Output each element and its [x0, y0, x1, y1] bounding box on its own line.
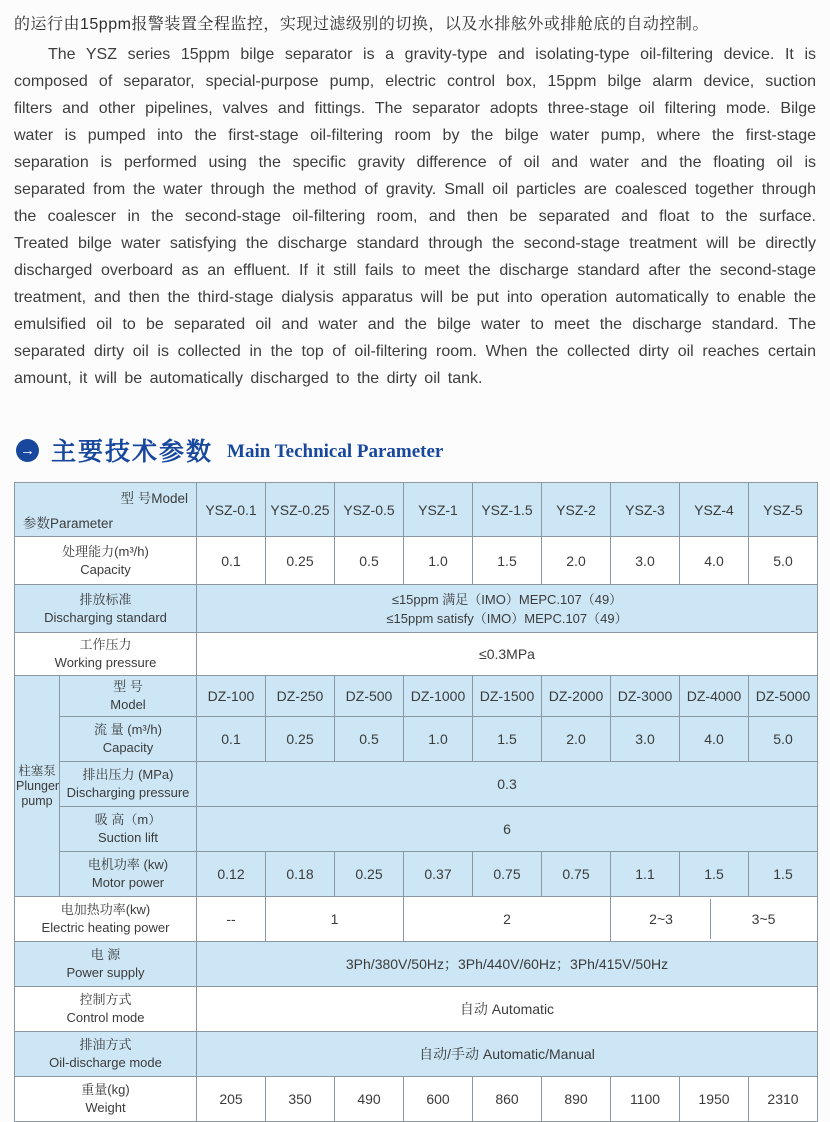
arrow-right-circle-icon: → — [16, 439, 39, 462]
motor-power-value: 1.5 — [680, 852, 749, 897]
row-label: 电 源 Power supply — [15, 942, 197, 987]
motor-power-value: 0.75 — [542, 852, 611, 897]
heating-power-split-cell — [611, 897, 818, 942]
document-page — [0, 12, 830, 1118]
working-pressure-value: ≤0.3MPa — [197, 633, 818, 676]
weight-value: 2310 — [749, 1077, 818, 1122]
capacity-value: 3.0 — [611, 537, 680, 585]
intro-line-zh: 的运行由15ppm报警装置全程监控，实现过滤级别的切换，以及水排舷外或排舱底的自动控制。 — [14, 16, 709, 33]
row-label: 排油方式 Oil-discharge mode — [15, 1032, 197, 1077]
pump-model-value: DZ-250 — [266, 676, 335, 717]
weight-value: 205 — [197, 1077, 266, 1122]
motor-power-value: 0.25 — [335, 852, 404, 897]
discharging-pressure-row — [15, 762, 818, 807]
pump-capacity-value: 1.5 — [473, 717, 542, 762]
pump-model-value: DZ-500 — [335, 676, 404, 717]
row-label: 流 量 (m³/h) Capacity — [60, 717, 197, 762]
pump-model-value: DZ-4000 — [680, 676, 749, 717]
weight-value: 1100 — [611, 1077, 680, 1122]
weight-row — [15, 1077, 818, 1122]
control-mode-row — [15, 987, 818, 1032]
row-label: 排出压力 (MPa) Discharging pressure — [60, 762, 197, 807]
motor-power-value: 1.1 — [611, 852, 680, 897]
corner-model-label: 型 号Model — [120, 491, 188, 506]
row-label: 电机功率 (kw) Motor power — [60, 852, 197, 897]
capacity-value: 1.5 — [473, 537, 542, 585]
model-header: YSZ-0.1 — [197, 483, 266, 537]
model-header: YSZ-0.5 — [335, 483, 404, 537]
pump-model-value: DZ-100 — [197, 676, 266, 717]
capacity-value: 4.0 — [680, 537, 749, 585]
model-header: YSZ-1.5 — [473, 483, 542, 537]
power-supply-value: 3Ph/380V/50Hz；3Ph/440V/60Hz；3Ph/415V/50Hz — [197, 942, 818, 987]
pump-capacity-value: 2.0 — [542, 717, 611, 762]
row-label: 电加热功率(kw) Electric heating power — [15, 897, 197, 942]
weight-value: 1950 — [680, 1077, 749, 1122]
row-label: 排放标准 Discharging standard — [15, 585, 197, 633]
motor-power-row — [15, 852, 818, 897]
heating-power-value: 2~3 — [649, 911, 673, 927]
pump-capacity-row — [15, 717, 818, 762]
pump-model-value: DZ-5000 — [749, 676, 818, 717]
model-header: YSZ-5 — [749, 483, 818, 537]
capacity-value: 0.25 — [266, 537, 335, 585]
suction-lift-row — [15, 807, 818, 852]
model-header: YSZ-3 — [611, 483, 680, 537]
pump-capacity-value: 0.1 — [197, 717, 266, 762]
discharging-pressure-value: 0.3 — [197, 762, 818, 807]
model-header: YSZ-1 — [404, 483, 473, 537]
row-label: 吸 高（m） Suction lift — [60, 807, 197, 852]
pump-model-value: DZ-3000 — [611, 676, 680, 717]
section-title-zh: 主要技术参数 — [51, 438, 214, 466]
pump-model-value: DZ-2000 — [542, 676, 611, 717]
table-header-row — [15, 483, 818, 537]
capacity-value: 0.5 — [335, 537, 404, 585]
oil-discharge-row — [15, 1032, 818, 1077]
motor-power-value: 0.12 — [197, 852, 266, 897]
pump-capacity-value: 5.0 — [749, 717, 818, 762]
row-label: 控制方式 Control mode — [15, 987, 197, 1032]
capacity-value: 2.0 — [542, 537, 611, 585]
weight-value: 600 — [404, 1077, 473, 1122]
pump-capacity-value: 1.0 — [404, 717, 473, 762]
plunger-pump-group-label: 柱塞泵 Plunger pump — [15, 676, 60, 897]
corner-diagonal-cell — [15, 483, 197, 537]
heating-power-value: -- — [197, 897, 266, 942]
technical-parameter-table — [14, 482, 818, 1122]
capacity-value: 1.0 — [404, 537, 473, 585]
pump-capacity-value: 3.0 — [611, 717, 680, 762]
discharge-standard-value: ≤15ppm 满足（IMO）MEPC.107（49） ≤15ppm satisfy（IMO）MEPC.107（49） — [197, 585, 818, 633]
model-header: YSZ-0.25 — [266, 483, 335, 537]
control-mode-value: 自动 Automatic — [197, 987, 818, 1032]
heating-power-value: 2 — [404, 897, 611, 942]
section-heading — [16, 432, 830, 468]
motor-power-value: 0.37 — [404, 852, 473, 897]
section-title-en: Main Technical Parameter — [227, 440, 444, 462]
row-label: 重量(kg) Weight — [15, 1077, 197, 1122]
capacity-value: 5.0 — [749, 537, 818, 585]
weight-value: 350 — [266, 1077, 335, 1122]
row-label: 型 号 Model — [60, 676, 197, 717]
capacity-row — [15, 537, 818, 585]
heating-power-value: 3~5 — [710, 899, 816, 939]
pump-model-row — [15, 676, 818, 717]
corner-parameter-label: 参数Parameter — [23, 516, 114, 531]
weight-value: 860 — [473, 1077, 542, 1122]
motor-power-value: 0.75 — [473, 852, 542, 897]
pump-capacity-value: 4.0 — [680, 717, 749, 762]
row-label: 工作压力 Working pressure — [15, 633, 197, 676]
electric-heating-row — [15, 897, 818, 942]
capacity-value: 0.1 — [197, 537, 266, 585]
power-supply-row — [15, 942, 818, 987]
motor-power-value: 0.18 — [266, 852, 335, 897]
pump-model-value: DZ-1500 — [473, 676, 542, 717]
suction-lift-value: 6 — [197, 807, 818, 852]
oil-discharge-value: 自动/手动 Automatic/Manual — [197, 1032, 818, 1077]
weight-value: 490 — [335, 1077, 404, 1122]
pump-model-value: DZ-1000 — [404, 676, 473, 717]
heating-power-value: 1 — [266, 897, 404, 942]
weight-value: 890 — [542, 1077, 611, 1122]
intro-paragraph-en: The YSZ series 15ppm bilge separator is a gravity-type and isolating-type oil-filtering device. It is composed of separator, special-purpose pump, electric control box, 15ppm bilge alarm device, suction filters and other pipelines, valves and fittings. The separator adopts three-stage oil filtering mode. Bilge water is pumped into the first-stage oil-filtering room by the bilge water pump, where the first-stage separation is performed using the specific gravity difference of oil and water and the floating oil is separated from the water through the method of gravity. Small oil particles are coalesced together through the coalescer in the second-stage oil-filtering room, and then be separated and float to the surface. Treated bilge water satisfying the discharge standard through the second-stage treatment will be directly discharged overboard as an effluent. If it still fails to meet the discharge standard after the second-stage treatment, and then the third-stage dialysis apparatus will be put into operation automatically to enable the emulsified oil to be separated oil and water and the bilge water to meet the discharge standard. The separated dirty oil is collected in the top of oil-filtering room. When the collected dirty oil reaches certain amount, it will be automatically discharged to the dirty oil tank. — [14, 46, 816, 387]
working-pressure-row — [15, 633, 818, 676]
discharge-standard-row — [15, 585, 818, 633]
pump-capacity-value: 0.5 — [335, 717, 404, 762]
pump-capacity-value: 0.25 — [266, 717, 335, 762]
model-header: YSZ-2 — [542, 483, 611, 537]
motor-power-value: 1.5 — [749, 852, 818, 897]
row-label: 处理能力(m³/h) Capacity — [15, 537, 197, 585]
model-header: YSZ-4 — [680, 483, 749, 537]
